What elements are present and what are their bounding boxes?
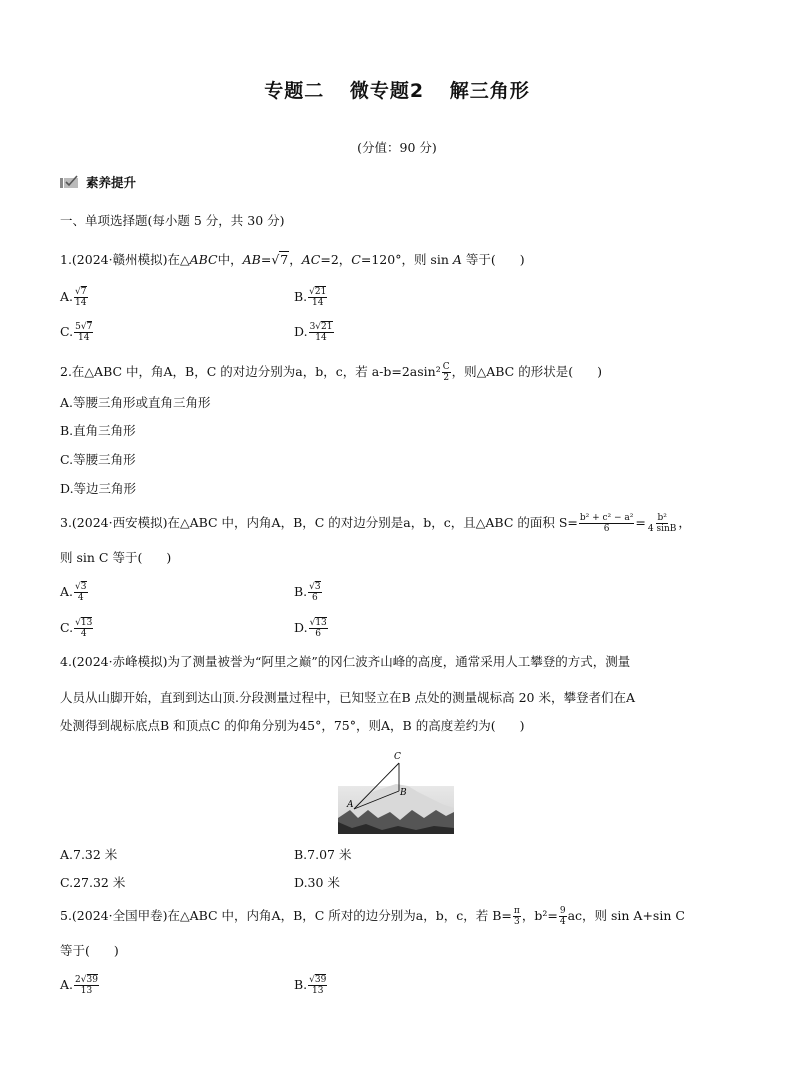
title-part-2: 微专题2 [349, 80, 425, 102]
q1-sqrt: √7 [271, 252, 289, 267]
q1-option-d[interactable]: D. $\frac{3√21}{14}$ [294, 322, 333, 343]
part-heading: 一、单项选择题(每小题 5 分，共 30 分) [60, 213, 285, 228]
q2-option-c[interactable]: C.等腰三角形 [60, 452, 136, 467]
q1-a: A [452, 252, 462, 267]
q4-line-1: 4.(2024·赤峰模拟)为了测量被誉为“阿里之巅”的冈仁波齐山峰的高度，通常采用人工攀登的方式，测量 [60, 654, 631, 669]
q4-option-b[interactable]: B.7.07 米 [294, 847, 352, 862]
q2-text-after: ，则△ABC 的形状是( [451, 364, 574, 379]
q2-text-before: 2.在△ABC 中，角A，B，C 的对边分别为a，b，c，若 a-b=2asin² [60, 364, 441, 379]
q1-ab: AB [242, 252, 261, 267]
title-part-3: 解三角形 [449, 80, 530, 102]
q4-option-d[interactable]: D.30 米 [294, 875, 340, 890]
q5-mid: ，b²= [521, 908, 558, 923]
q1-suffix: 等于( [461, 252, 496, 267]
question-1 [60, 251, 525, 269]
q1-comma: ， [289, 252, 302, 267]
q1-c: C [351, 252, 361, 267]
q3-option-c[interactable]: C. $\frac{√13}{4}$ [60, 618, 93, 639]
q1-option-a[interactable]: A. $\frac{√7}{14}$ [60, 287, 87, 308]
q3-line-2: 则 sin C 等于( ) [60, 550, 172, 565]
q3-option-a[interactable]: A. $\frac{√3}{4}$ [60, 582, 87, 603]
q1-close: ) [519, 252, 525, 267]
q1-eq1: = [260, 252, 272, 267]
point-b-label: B [400, 788, 407, 798]
q5-text-after: ac，则 sin A+sin C [567, 908, 685, 923]
q5-option-b[interactable]: B. $\frac{√39}{13}$ [294, 975, 327, 996]
q5-fraction-2: $\frac{9}{4}$ [559, 906, 566, 927]
q1-mid: 中， [217, 252, 243, 267]
q5-option-a[interactable]: A. $\frac{2√39}{13}$ [60, 975, 98, 996]
q3-text-before: 3.(2024·西安模拟)在△ABC 中，内角A，B，C 的对边分别是a，b，c，且△ABC 的面积 S= [60, 515, 578, 530]
score-note: (分值：90 分) [357, 140, 437, 155]
q2-option-d[interactable]: D.等边三角形 [60, 481, 137, 496]
q2-option-b[interactable]: B.直角三角形 [60, 423, 136, 438]
q3-fraction-2: $\frac{\text{b²}}{4 \sin B}$ [647, 513, 677, 534]
q3-eq: = [635, 515, 646, 530]
q1-triangle: ABC [189, 252, 218, 267]
question-3 [60, 513, 691, 534]
q5-line-2: 等于( ) [60, 943, 119, 958]
q2-option-a[interactable]: A.等腰三角形或直角三角形 [60, 395, 211, 410]
q1-prefix: 1.(2024·赣州模拟)在△ [60, 252, 190, 267]
q1-eq2: =2， [320, 252, 352, 267]
q4-option-a[interactable]: A.7.32 米 [60, 847, 118, 862]
title-part-1: 专题二 [264, 80, 325, 102]
q3-option-d[interactable]: D. $\frac{√13}{6}$ [294, 618, 327, 639]
page-title [0, 76, 794, 103]
q3-option-b[interactable]: B. $\frac{√3}{6}$ [294, 582, 321, 603]
q3-tail: ， [678, 515, 691, 530]
q1-option-b[interactable]: B. $\frac{√21}{14}$ [294, 287, 327, 308]
q1-option-c[interactable]: C. $\frac{5√7}{14}$ [60, 322, 93, 343]
q5-text-before: 5.(2024·全国甲卷)在△ABC 中，内角A，B，C 所对的边分别为a，b，c，若 B= [60, 908, 512, 923]
q1-ac: AC [301, 252, 321, 267]
q2-close: ) [597, 364, 602, 379]
check-icon [60, 175, 80, 189]
q5-fraction-1: $\frac{\pi}{3}$ [513, 906, 520, 927]
point-c-label: C [394, 752, 401, 762]
q4-line-2: 人员从山脚开始，直到到达山顶.分段测量过程中，已知竖立在B 点处的测量觇标高 20 米，攀登者们在A [60, 690, 636, 705]
mountain-figure [338, 748, 454, 834]
section-label: 素养提升 [86, 175, 137, 190]
q1-eq3: =120°，则 sin [360, 252, 453, 267]
q4-option-c[interactable]: C.27.32 米 [60, 875, 126, 890]
section-heading [60, 173, 136, 191]
q3-fraction-1: $\frac{\text{b² + c² − a²}}{6}$ [579, 513, 634, 534]
q4-line-3: 处测得到觇标底点B 和顶点C 的仰角分别为45°，75°，则A，B 的高度差约为( ) [60, 718, 525, 733]
point-a-label: A [347, 800, 354, 810]
question-5 [60, 906, 685, 927]
question-2 [60, 362, 602, 383]
q2-fraction: $\frac{C}{2}$ [442, 362, 450, 383]
